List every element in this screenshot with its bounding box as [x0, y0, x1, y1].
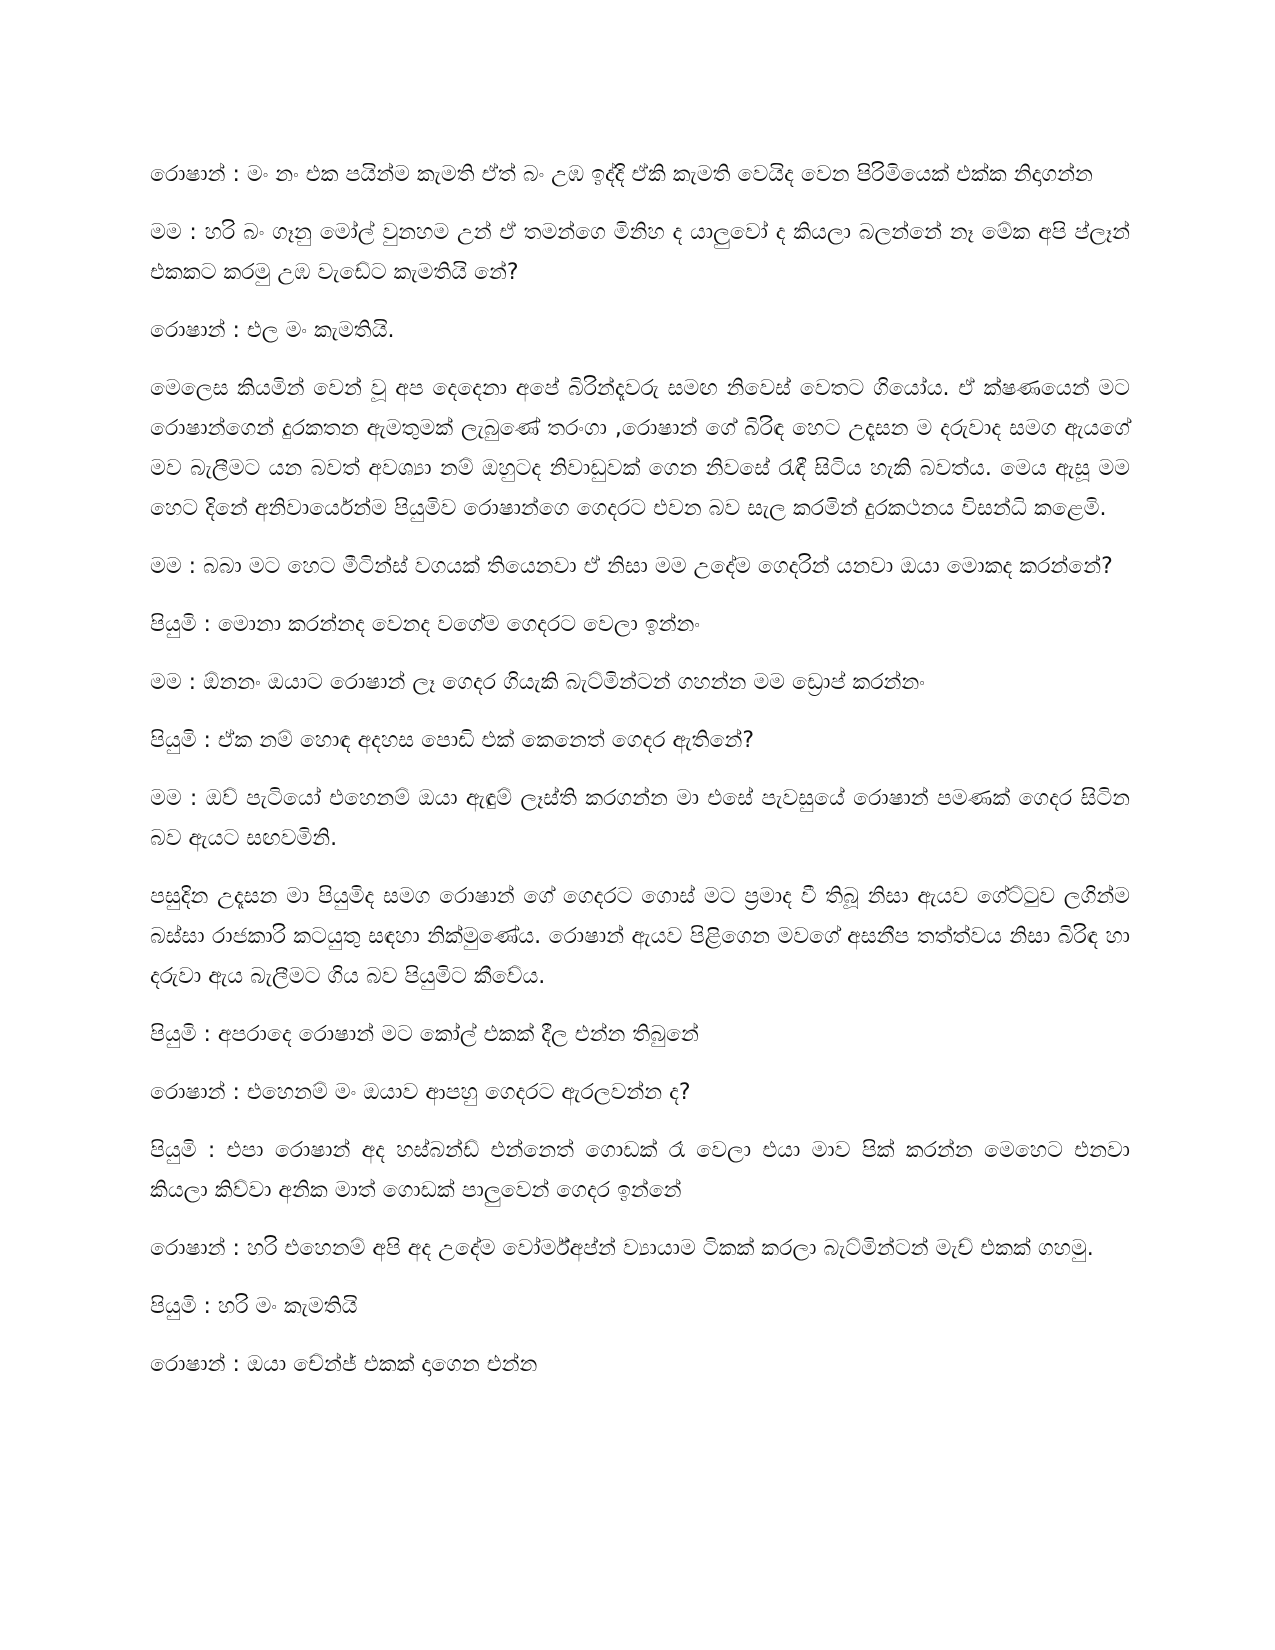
- paragraph-16: රොෂාන් : ඔයා චේන්ජ් එකක් දාගෙන එන්න: [150, 1352, 538, 1377]
- paragraph-1: රොෂාන් : මං නං එක පයින්ම කැමති ඒත් බං උඹ ඉද්දි ඒකි කැමති වෙයිද වෙන පිරිමියෙක් එක්ක නිදාගන්න: [150, 162, 1093, 187]
- paragraph-13: පියුමි : එපා රොෂාන් අද හස්බන්ඩ් එන්නෙත් ගොඩක් රෑ වෙලා එයා මාව පික් කරන්න මෙහෙට එනවා කියලා කිව්වා අනික මාත් ගොඩක් පාලුවෙන් ගෙදර ඉන්නේ: [150, 1138, 1130, 1203]
- paragraph-2: මම : හරි බං ගෑනු මෝල් වුනහම උන් ඒ තමන්ගෙ මිනිහ ද යාලුවෝ ද කියලා බලන්නේ නෑ මේක අපි ප්ලෑන් එකකට කරමු උඹ වැඩේට කැමතියි නේ?: [150, 220, 1130, 285]
- paragraph-11: පියුමි : අපරාදෙ රොෂාන් මට කෝල් එකක් දීල එන්න තිබුනේ: [150, 1022, 699, 1047]
- paragraph-5: මම : බබා මට හෙට මීටින්ස් වගයක් තියෙනවා ඒ නිසා මම උදේම ගෙදරින් යනවා ඔයා මොකද කරන්නේ?: [150, 554, 1113, 579]
- paragraph-7: මම : ඕනනං ඔයාට රොෂාන් ලෑ ගෙදර ගියැකි බැට්මින්ටන් ගහන්න මම ඩ්‍රොප් කරන්නං: [150, 670, 925, 695]
- paragraph-14: රොෂාන් : හරි එහෙනම් අපි අද උදේම වෝර්ම්අප්න් ව්‍යායාම ටිකක් කරලා බැට්මින්ටන් මැච් එකක් ගහමු.: [150, 1236, 1094, 1261]
- paragraph-8: පියුමි : ඒක නම් හොඳ අදහස පොඩි එක් කෙනෙත් ගෙදර ඇතිනේ?: [150, 728, 755, 753]
- paragraph-3: රොෂාන් : එල මං කැමතියි.: [150, 318, 395, 343]
- story-text: [150, 155, 1130, 1403]
- paragraph-15: පියුමි : හරි මං කැමතියි: [150, 1294, 358, 1319]
- paragraph-12: රොෂාන් : එහෙනම් මං ඔයාව ආපහු ගෙදරට ඇරලවන්න ද?: [150, 1080, 691, 1105]
- paragraph-6: පියුමි : මොනා කරන්නද වෙනද වගේම ගෙදරට වෙලා ඉන්නං: [150, 612, 700, 637]
- paragraph-4: මෙලෙස කියමින් වෙන් වූ අප දෙදෙනා අපේ බිරින්දෑවරු සමඟ නිවෙස් වෙතට ගියෝය. ඒ ක්ෂණයෙන් මට රොෂාන්ගෙන් දුරකතන ඇමතුමක් ලැබුණේ තරංගා ,රොෂාන් ගේ බිරිඳ හෙට උදෑසන ම දරුවාද සමග ඇයගේ මව බැලීමට යන බවත් අවශ්‍යා නම් ඔහුටද නිවාඩුවක් ගෙන නිවසේ රැඳී සිටිය හැකි බවත්ය. මෙය ඇසූ මම හෙට දිනේ අනිවාර්යෙන්ම පියුමිව රොෂාන්ගෙ ගෙදරට එවන බව සැල කරමින් දුරකථනය විසන්ධි කළෙමි.: [150, 376, 1130, 521]
- paragraph-10: පසුදින උදෑසන මා පියුමිද සමග රොෂාන් ගේ ගෙදරට ගොස් මට ප්‍රමාද වී තිබූ නිසා ඇයව ගේට්ටුව ලගින්ම බස්සා රාජකාරි කටයුතු සඳහා නික්මුණේය. රොෂාන් ඇයව පිළිගෙන මවගේ අසනීප තත්ත්වය නිසා බිරිඳ හා දරුවා ඇය බැලීමට ගිය බව පියුමිට කීවේය.: [150, 884, 1130, 989]
- paragraph-9: මම : ඔව් පැටියෝ එහෙනම් ඔයා ඇඳුම් ලෑස්ති කරගන්න මා එසේ පැවසුයේ රොෂාන් පමණක් ගෙදර සිටින බව ඇයට සඟවමිනි.: [150, 786, 1130, 851]
